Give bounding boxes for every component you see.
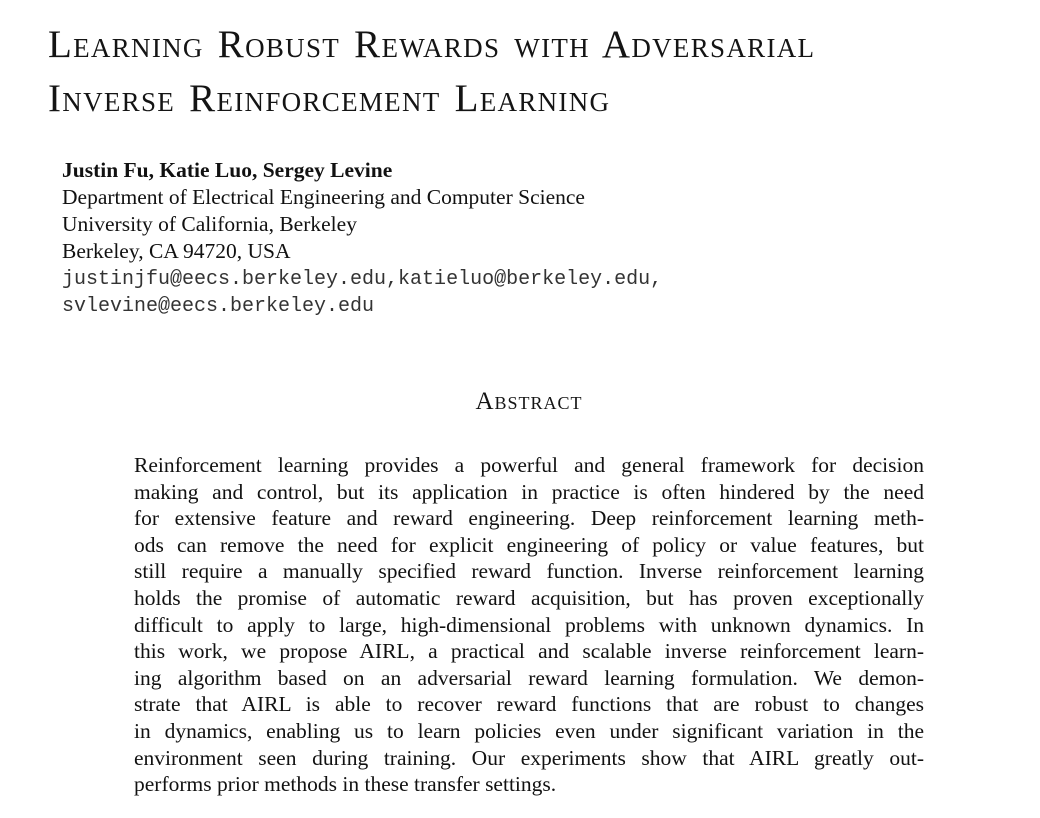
title-line-2: Inverse Reinforcement Learning bbox=[48, 77, 611, 120]
email-line-2: svlevine@eecs.berkeley.edu bbox=[62, 295, 375, 318]
abstract-line: difficult to apply to large, high-dimensional problems with unknown dynamics. In bbox=[134, 612, 924, 637]
abstract-line: still require a manually specified reward function. Inverse reinforcement learning bbox=[134, 559, 924, 584]
author-emails bbox=[62, 266, 962, 320]
abstract-line: strate that AIRL is able to recover reward functions that are robust to changes bbox=[134, 692, 924, 717]
abstract-heading: Abstract bbox=[475, 388, 583, 415]
paper-title bbox=[48, 18, 1028, 126]
abstract-body bbox=[134, 452, 924, 798]
abstract-line: ods can remove the need for explicit engineering of policy or value features, but bbox=[134, 532, 924, 557]
author-block bbox=[62, 156, 962, 320]
abstract-line: Reinforcement learning provides a powerful and general framework for decision bbox=[134, 453, 924, 477]
abstract-line: ing algorithm based on an adversarial reward learning formulation. We demon- bbox=[134, 665, 924, 690]
affiliation-department: Department of Electrical Engineering and Computer Science bbox=[62, 185, 585, 209]
abstract-line: environment seen during training. Our experiments show that AIRL greatly out- bbox=[134, 745, 924, 770]
abstract-line: in dynamics, enabling us to learn policies even under significant variation in the bbox=[134, 718, 924, 743]
abstract-line: this work, we propose AIRL, a practical and scalable inverse reinforcement learn- bbox=[134, 639, 924, 664]
title-line-1: Learning Robust Rewards with Adversarial bbox=[48, 23, 816, 66]
abstract-line: holds the promise of automatic reward acquisition, but has proven exceptionally bbox=[134, 585, 924, 610]
abstract-line: for extensive feature and reward engineering. Deep reinforcement learning meth- bbox=[134, 506, 924, 531]
email-line-1: justinjfu@eecs.berkeley.edu,katieluo@berkeley.edu, bbox=[62, 268, 663, 291]
affiliation-address: Berkeley, CA 94720, USA bbox=[62, 239, 291, 263]
abstract-line: performs prior methods in these transfer settings. bbox=[134, 772, 557, 797]
author-names: Justin Fu, Katie Luo, Sergey Levine bbox=[62, 158, 393, 182]
abstract-line: making and control, but its application in practice is often hindered by the need bbox=[134, 479, 924, 504]
affiliation-university: University of California, Berkeley bbox=[62, 212, 357, 236]
